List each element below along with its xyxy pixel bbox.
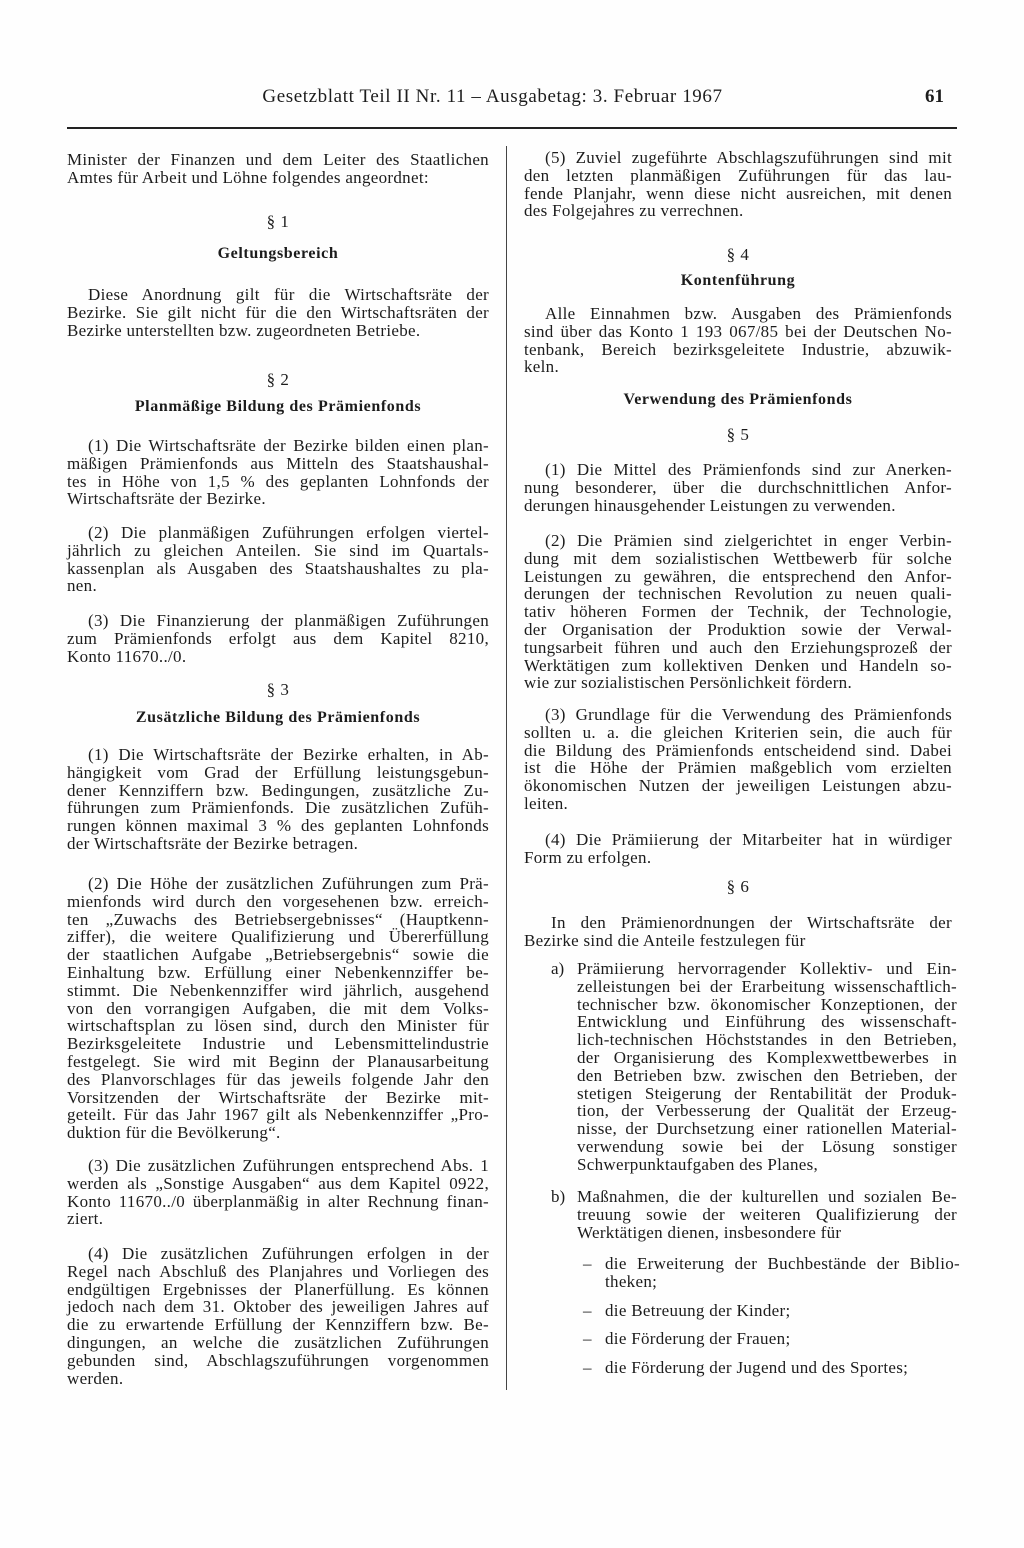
text-line: dung mit dem sozialistischen Wettbewerb für solche (524, 548, 952, 568)
text-line: Form zu erfolgen. (524, 847, 652, 867)
section-mark-4: § 4 (726, 245, 750, 264)
paragraph-s6-intro (524, 914, 952, 950)
text-line: jährlich zu gleichen Anteilen. Sie sind im Quartals- (67, 540, 489, 560)
section-heading-3: Zusätzliche Bildung des Prämienfonds (135, 709, 421, 726)
text-line: Maßnahmen, die der kulturellen und sozialen Be- (577, 1187, 957, 1206)
text-line: theken; (605, 1271, 658, 1291)
text-line: Konto 11670../0. (67, 646, 187, 666)
text-line: fende Planjahr, wenn diese nicht ausreichen, mit denen (524, 183, 952, 203)
text-line: (2) Die Höhe der zusätzlichen Zuführungen zum Prä- (88, 874, 489, 893)
section-mark-6: § 6 (726, 877, 750, 896)
right-column (524, 0, 960, 1548)
paragraph-s2-3 (67, 612, 489, 665)
text-line: der Wirtschaftsräte der Bezirke betragen. (67, 833, 359, 853)
text-line: derungen hinausgehender Leistungen zu verwenden. (524, 495, 896, 515)
text-line: die Förderung der Jugend und des Sportes; (605, 1358, 909, 1377)
text-line: den letzten planmäßigen Zuführungen für das lau- (524, 165, 952, 185)
text-line: Vorsitzenden der Wirtschaftsräte der Bezirke mit- (67, 1087, 489, 1107)
dash-label: – (583, 1301, 592, 1320)
text-line: In den Prämienordnungen der Wirtschaftsräte der (551, 913, 952, 932)
text-line: verwendung sowie bei der Lösung sonstiger (577, 1136, 957, 1156)
text-line: (4) Die Prämiierung der Mitarbeiter hat in würdiger (545, 830, 952, 849)
text-line: (3) Grundlage für die Verwendung des Prämienfonds (545, 705, 952, 724)
text-line: Bezirke sind die Anteile festzulegen für (524, 930, 806, 950)
paragraph-s3-3 (67, 1157, 489, 1228)
paragraph-s5-2 (524, 532, 952, 692)
text-line: jedoch nach dem 31. Oktober des jeweiligen Jahres auf (67, 1297, 489, 1317)
text-line: dener Kennziffern bzw. Bedingungen, zusätzliche Zu- (67, 780, 489, 800)
text-line: den Betrieben bzw. zwischen den Betrieben, der (577, 1065, 957, 1085)
text-line: Bezirksgeleitete Industrie und Lebensmittelindustrie (67, 1034, 489, 1054)
text-line: Prämiierung hervorragender Kollektiv- und Ein- (577, 959, 957, 978)
paragraph-s2-1 (67, 437, 489, 508)
text-line: Diese Anordnung gilt für die Wirtschaftsräte der (88, 285, 489, 304)
text-line: Schwerpunktaufgaben des Planes, (577, 1154, 819, 1174)
left-column (67, 0, 489, 1548)
sub-item-1 (524, 1255, 960, 1291)
text-line: (1) Die Wirtschaftsräte der Bezirke bilden einen plan- (88, 436, 489, 455)
section-mark-1: § 1 (266, 212, 290, 231)
text-line: ziffer), die weitere Qualifizierung und Übererfüllung (67, 927, 489, 947)
text-line: Wirtschaftsräte der Bezirke. (67, 489, 266, 509)
text-line: die Betreuung der Kinder; (605, 1301, 791, 1320)
text-line: (1) Die Wirtschaftsräte der Bezirke erhalten, in Ab- (88, 745, 489, 764)
text-line: nisse, der Durchsetzung einer rationellen Material- (577, 1119, 957, 1139)
text-line: die zu erwartende Erfüllung der Kennziffern bzw. Be- (67, 1315, 489, 1335)
text-line: die Erweiterung der Buchbestände der Biblio- (605, 1254, 960, 1273)
section-mark-5: § 5 (726, 425, 750, 444)
text-line: mienfonds wird durch den vorgesehenen bzw. erreich- (67, 891, 489, 911)
text-line: Einhaltung bzw. Erfüllung einer Nebenkennziffer be- (67, 962, 489, 982)
text-line: derungen der technischen Revolution zu neuen quali- (524, 584, 952, 604)
sub-item-body (605, 1255, 960, 1291)
sub-item-body (605, 1302, 960, 1320)
text-line: (3) Die Finanzierung der planmäßigen Zuführungen (88, 611, 489, 630)
text-line: Werktätigen dienen, insbesondere für (577, 1222, 842, 1242)
paragraph-s3-2 (67, 875, 489, 1142)
paragraph-s1 (67, 286, 489, 339)
text-line: werden als „Sonstige Ausgaben“ aus dem Kapitel 0922, (67, 1173, 489, 1193)
text-line: dingungen, an welche die zusätzlichen Zuführungen (67, 1332, 489, 1352)
text-line: tes in Höhe von 1,5 % des geplanten Lohnfonds der (67, 471, 489, 491)
page-number: 61 (925, 86, 944, 107)
list-label: b) (551, 1187, 566, 1206)
list-item-a (524, 960, 957, 1174)
text-line: die Bildung des Prämienfonds entscheidend sind. Dabei (524, 740, 952, 760)
text-line: sollten u. a. die gleichen Kriterien sein, die auch für (524, 722, 952, 742)
text-line: Bezirke. Sie gilt nicht für die den Wirtschaftsräten der (67, 302, 489, 322)
section-mark-2: § 2 (266, 370, 290, 389)
text-line: duktion für die Bevölkerung“. (67, 1123, 281, 1143)
paragraph-s5-1 (524, 461, 952, 514)
list-label: a) (551, 959, 565, 978)
dash-label: – (583, 1358, 592, 1377)
text-line: (2) Die Prämien sind zielgerichtet in enger Verbin- (545, 531, 952, 550)
text-line: (1) Die Mittel des Prämienfonds sind zur Anerken- (545, 460, 952, 479)
text-line: (2) Die planmäßigen Zuführungen erfolgen viertel- (88, 523, 489, 542)
text-line: Regel nach Abschluß des Planjahres und Vorliegen des (67, 1261, 489, 1281)
text-line: technischer bzw. ökonomischer Konzeptionen, der (577, 994, 957, 1014)
text-line: des Planvorschlages für das jeweils folgende Jahr den (67, 1069, 489, 1089)
section-heading-4: Kontenführung (680, 272, 796, 289)
text-line: die Förderung der Frauen; (605, 1329, 791, 1348)
text-line: (5) Zuviel zugeführte Abschlagszuführungen sind mit (545, 148, 952, 167)
text-line: treuung sowie der weiteren Qualifizierung der (577, 1204, 957, 1224)
sub-item-4 (524, 1359, 960, 1377)
text-line: werden. (67, 1368, 124, 1388)
text-line: des Folgejahres zu verrechnen. (524, 201, 744, 221)
section-mark-3: § 3 (266, 680, 290, 699)
text-line: wirtschaftsplan zu lösen sind, durch den Minister für (67, 1016, 489, 1036)
text-line: (4) Die zusätzlichen Zuführungen erfolgen in der (88, 1244, 489, 1263)
list-item-body (577, 960, 957, 1174)
text-line: führungen zum Prämienfonds. Die zusätzlichen Zufüh- (67, 798, 489, 818)
text-line: lich-technischen Höchststandes in den Betrieben, (577, 1030, 957, 1050)
sub-item-3 (524, 1330, 960, 1348)
text-line: tungsarbeit führen und auch den Erziehungsprozeß der (524, 637, 952, 657)
sub-item-body (605, 1359, 960, 1377)
paragraph-s3-4 (67, 1245, 489, 1387)
column-divider (506, 146, 507, 1390)
part-heading: Verwendung des Prämienfonds (623, 391, 853, 408)
dash-label: – (583, 1254, 592, 1273)
text-line: festgelegt. Sie wird mit Beginn der Planausarbeitung (67, 1051, 489, 1071)
text-line: endgültigen Ergebnisses der Planerfüllung. Es können (67, 1279, 489, 1299)
text-line: Alle Einnahmen bzw. Ausgaben des Prämienfonds (545, 304, 952, 323)
text-line: Leistungen zu gewähren, die entsprechend den Anfor- (524, 566, 952, 586)
text-line: stimmt. Die Nebenkennziffer wird jährlich, ausgehend (67, 980, 489, 1000)
text-line: geteilt. Für das Jahr 1967 gilt als Nebenkennziffer „Pro- (67, 1105, 489, 1125)
running-header-title: Gesetzblatt Teil II Nr. 11 – Ausgabetag: 3. Februar 1967 (262, 86, 723, 107)
text-line: von den vorrangigen Aufgaben, die mit dem Volks- (67, 998, 489, 1018)
text-line: Konto 11670../0 überplanmäßig in alter Rechnung finan- (67, 1191, 489, 1211)
paragraph-s5-3 (524, 706, 952, 813)
text-line: tenbank, Bereich bezirksgeleitete Industrie, abzuwik- (524, 339, 952, 359)
paragraph-s5-4 (524, 831, 952, 867)
text-line: stetigen Steigerung der Rentabilität der Produk- (577, 1083, 957, 1103)
list-item-body (577, 1188, 957, 1241)
text-line: sind über das Konto 1 193 067/85 bei der Deutschen No- (524, 321, 952, 341)
paragraph-s2-2 (67, 524, 489, 595)
text-line: hängigkeit vom Grad der Erfüllung leistungsgebun- (67, 762, 489, 782)
sub-item-2 (524, 1302, 960, 1320)
text-line: ten „Zuwachs des Betriebsergebnisses“ (Hauptkenn- (67, 909, 489, 929)
sub-item-body (605, 1330, 960, 1348)
text-line: keln. (524, 357, 560, 377)
section-heading-2: Planmäßige Bildung des Prämienfonds (134, 398, 422, 415)
text-line: Amtes für Arbeit und Löhne folgendes angeordnet: (67, 167, 429, 187)
paragraph-s3-1 (67, 746, 489, 853)
text-line: ist die Höhe der Prämien maßgeblich vom erzielten (524, 758, 952, 778)
text-line: zelleistungen bei der Erarbeitung wissenschaftlich- (577, 976, 957, 996)
text-line: leiten. (524, 793, 569, 813)
text-line: Minister der Finanzen und dem Leiter des Staatlichen (67, 150, 489, 169)
text-line: zum Prämienfonds erfolgt aus dem Kapitel 8210, (67, 628, 489, 648)
dash-label: – (583, 1329, 592, 1348)
paragraph-s4 (524, 305, 952, 376)
text-line: gebunden sind, Abschlagszuführungen vorgenommen (67, 1350, 489, 1370)
text-line: tion, der Verbesserung der Qualität der Erzeug- (577, 1101, 957, 1121)
text-line: der staatlichen Aufgabe „Betriebsergebnis“ sowie die (67, 945, 489, 965)
text-line: wie zur sozialistischen Persönlichkeit fördern. (524, 673, 853, 693)
intro-paragraph (67, 151, 489, 187)
text-line: der Organisation der Produktion sowie der Verwal- (524, 619, 952, 639)
text-line: kassenplan als Ausgaben des Staatshaushaltes zu pla- (67, 558, 489, 578)
list-item-b (524, 1188, 957, 1241)
text-line: Werktätigen zum kollektiven Denken und Handeln so- (524, 655, 952, 675)
text-line: Entwicklung und Einführung des wissenschaft- (577, 1012, 957, 1032)
text-line: ökonomischen Nutzen der jeweiligen Leistungen abzu- (524, 776, 952, 796)
text-line: nen. (67, 576, 97, 596)
text-line: Bezirke unterstellten bzw. zugeordneten Betriebe. (67, 320, 421, 340)
text-line: ziert. (67, 1209, 104, 1229)
text-line: rungen können maximal 3 % des geplanten Lohnfonds (67, 816, 489, 836)
text-line: nung besonderer, über die durchschnittlichen Anfor- (524, 477, 952, 497)
text-line: tativ höheren Formen der Technik, der Technologie, (524, 602, 952, 622)
text-line: mäßigen Prämienfonds aus Mitteln des Staatshaushal- (67, 453, 489, 473)
paragraph-s3-5 (524, 149, 952, 220)
text-line: (3) Die zusätzlichen Zuführungen entsprechend Abs. 1 (88, 1156, 489, 1175)
text-line: der Organisierung des Komplexwettbewerbes in (577, 1047, 957, 1067)
section-heading-1: Geltungsbereich (217, 245, 339, 262)
